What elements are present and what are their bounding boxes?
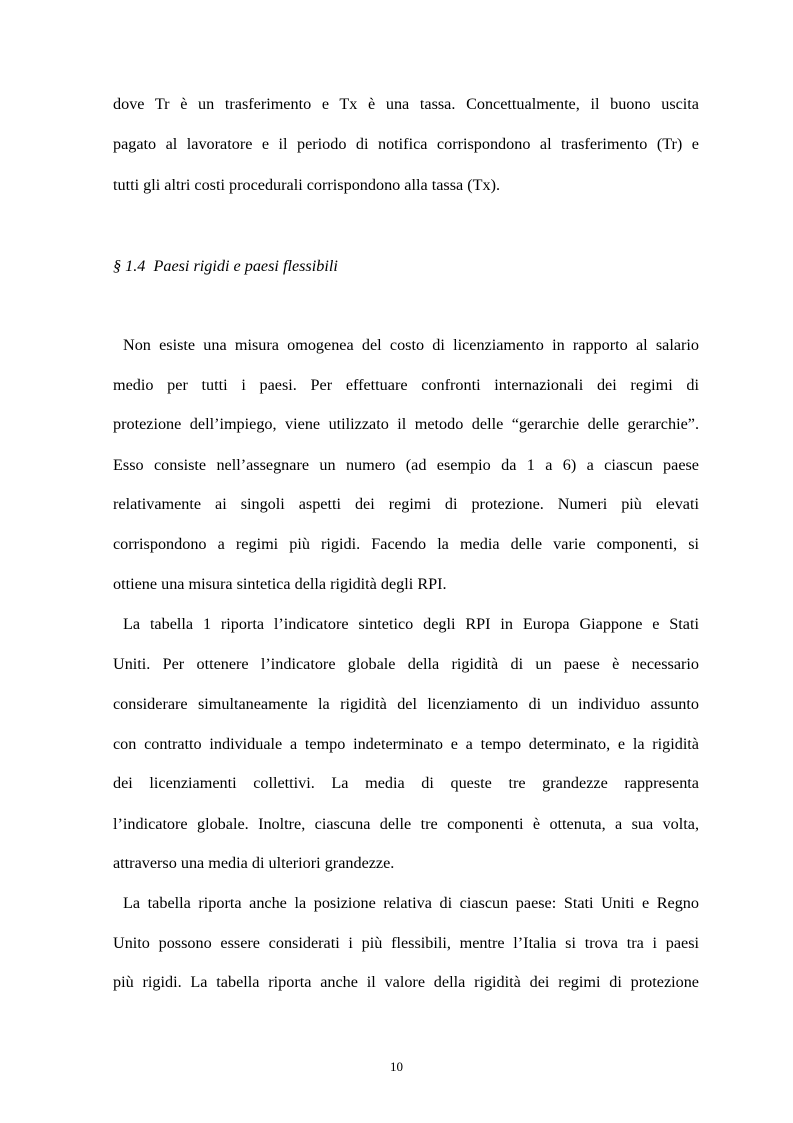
text-line: attraverso una media di ulteriori grandezze. <box>113 854 395 872</box>
text-line: con contratto individuale a tempo indeterminato e a tempo determinato, e la rigidità <box>113 735 699 753</box>
text-line: ottiene una misura sintetica della rigidità degli RPI. <box>113 575 447 593</box>
text-line: La tabella 1 riporta l’indicatore sintetico degli RPI in Europa Giappone e Stati <box>123 615 699 633</box>
text-line: tutti gli altri costi procedurali corrispondono alla tassa (Tx). <box>113 176 501 194</box>
text-line: dove Tr è un trasferimento e Tx è una tassa. Concettualmente, il buono uscita <box>113 95 699 113</box>
section-heading: § 1.4 Paesi rigidi e paesi flessibili <box>113 257 338 275</box>
text-line: Non esiste una misura omogenea del costo di licenziamento in rapporto al salario <box>123 336 699 354</box>
text-line: relativamente ai singoli aspetti dei regimi di protezione. Numeri più elevati <box>113 495 699 513</box>
text-line: Esso consiste nell’assegnare un numero (ad esempio da 1 a 6) a ciascun paese <box>113 456 699 474</box>
text-line: Unito possono essere considerati i più flessibili, mentre l’Italia si trova tra i paesi <box>113 934 699 952</box>
text-line: l’indicatore globale. Inoltre, ciascuna delle tre componenti è ottenuta, a sua volta, <box>113 815 699 833</box>
text-line: dei licenziamenti collettivi. La media di queste tre grandezze rappresenta <box>113 774 699 792</box>
text-line: più rigidi. La tabella riporta anche il valore della rigidità dei regimi di protezione <box>113 973 699 991</box>
text-line: medio per tutti i paesi. Per effettuare confronti internazionali dei regimi di <box>113 376 699 394</box>
text-line: protezione dell’impiego, viene utilizzato il metodo delle “gerarchie delle gerarchie”. <box>113 415 699 433</box>
page-number: 10 <box>390 1059 403 1074</box>
text-line: considerare simultaneamente la rigidità del licenziamento di un individuo assunto <box>113 695 699 713</box>
text-line: pagato al lavoratore e il periodo di notifica corrispondono al trasferimento (Tr) e <box>113 135 699 153</box>
text-line: corrispondono a regimi più rigidi. Facendo la media delle varie componenti, si <box>113 535 699 553</box>
text-line: Uniti. Per ottenere l’indicatore globale della rigidità di un paese è necessario <box>113 655 699 673</box>
text-line: La tabella riporta anche la posizione relativa di ciascun paese: Stati Uniti e Regno <box>123 894 699 912</box>
